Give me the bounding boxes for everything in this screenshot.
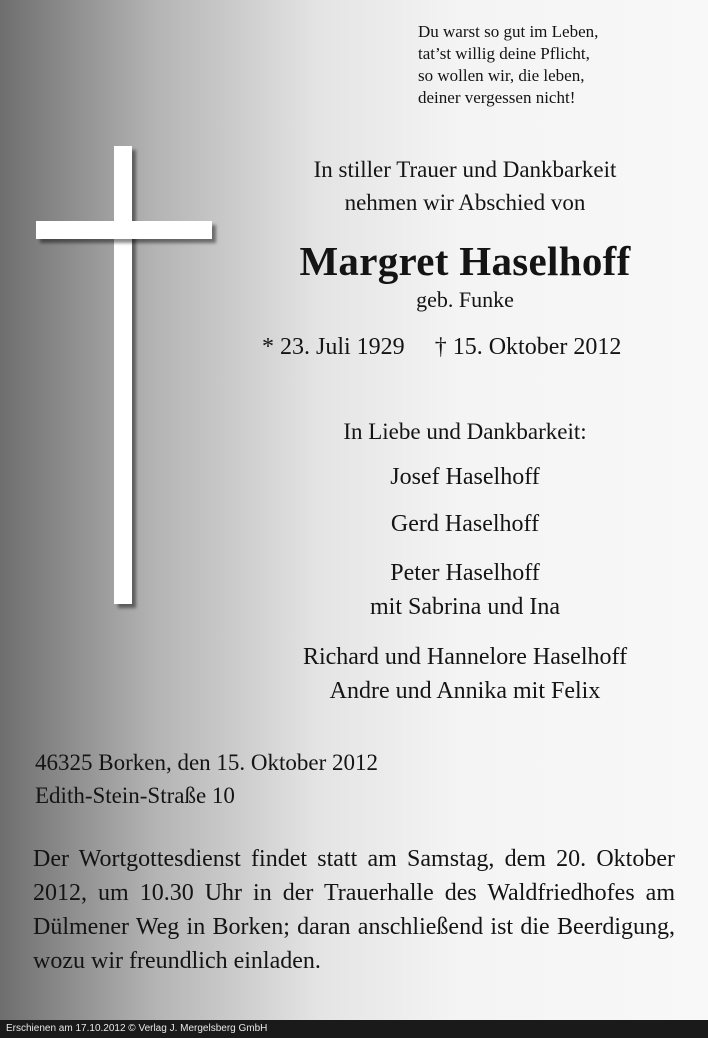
life-dates: [262, 330, 621, 364]
intro-line: nehmen wir Abschied von: [344, 190, 586, 215]
birth-name: geb. Funke: [416, 287, 514, 312]
memorial-verse: [418, 21, 598, 109]
birth-date: * 23. Juli 1929: [262, 334, 405, 360]
service-announcement: Der Wortgottesdienst findet statt am Samstag, dem 20. Oktober 2012, um 10.30 Uhr in der Trauerhalle des Waldfriedhofes am Dülmener Weg in Borken; daran anschließend ist die Beerdigung, wozu wir freundlich einladen.: [33, 846, 675, 974]
verse-line: so wollen wir, die leben,: [418, 66, 585, 85]
mourners-heading: In Liebe und Dankbarkeit:: [343, 419, 587, 444]
cross-vertical-beam: [114, 146, 132, 604]
publication-footer: Erschienen am 17.10.2012 © Verlag J. Mergelsberg GmbH: [6, 1023, 268, 1034]
mourner-line: Gerd Haselhoff: [390, 511, 540, 537]
mourner-line: Richard und Hannelore Haselhoff: [302, 644, 628, 670]
mourner-line: Josef Haselhoff: [390, 464, 540, 490]
verse-line: Du warst so gut im Leben,: [418, 22, 599, 41]
verse-line: tat’st willig deine Pflicht,: [418, 44, 590, 63]
intro-line: In stiller Trauer und Dankbarkeit: [313, 157, 617, 182]
intro-text: [258, 153, 672, 219]
cross-horizontal-beam: [36, 221, 212, 239]
place-date: 46325 Borken, den 15. Oktober 2012: [35, 750, 379, 775]
deceased-name: Margret Haselhoff: [299, 238, 631, 284]
mourner-line: Andre und Annika mit Felix: [329, 678, 601, 704]
death-date: † 15. Oktober 2012: [434, 334, 622, 360]
street-address: Edith-Stein-Straße 10: [35, 783, 235, 808]
mourner-line: mit Sabrina und Ina: [370, 594, 560, 620]
verse-line: deiner vergessen nicht!: [418, 88, 576, 107]
mourner-line: Peter Haselhoff: [390, 560, 540, 586]
